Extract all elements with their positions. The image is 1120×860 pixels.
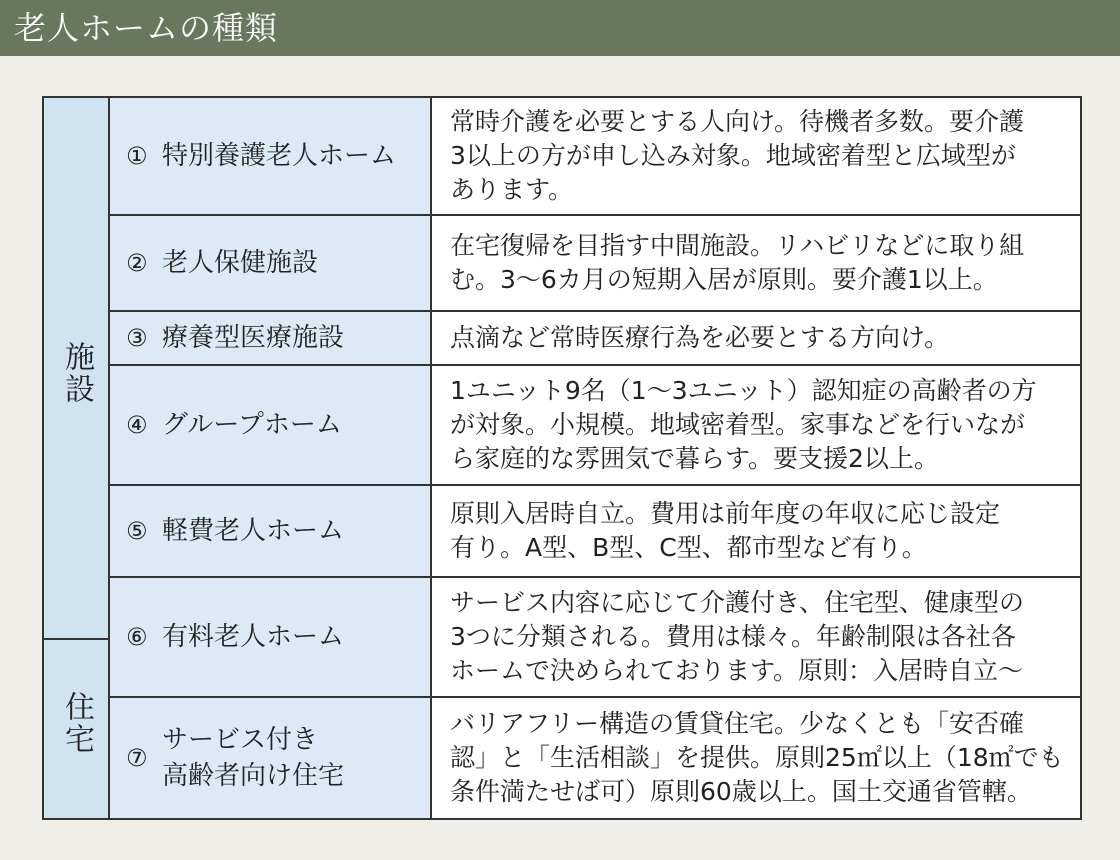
type-description: バリアフリー構造の賃貸住宅。少なくとも「安否確 認」と「生活相談」を提供。原則25㎡以上（18㎡でも 条件満たせば可）原則60歳以上。国土交通省管轄。 xyxy=(450,709,1064,806)
type-description: サービス内容に応じて介護付き、住宅型、健康型の 3つに分類される。費用は様々。年齢制限は各社各 ホームで決められております。原則：入居時自立〜 xyxy=(450,588,1025,685)
type-description: 在宅復帰を目指す中間施設。リハビリなどに取り組 む。3〜6カ月の短期入居が原則。要介護1以上。 xyxy=(450,231,1025,294)
row-number: ② xyxy=(126,249,148,277)
group-facility-label: 施設 xyxy=(59,341,94,405)
type-name: 軽費老人ホーム xyxy=(162,516,345,546)
type-name-cell xyxy=(110,98,432,214)
table-row xyxy=(110,216,1080,312)
type-name-cell xyxy=(110,578,432,696)
row-number: ③ xyxy=(126,324,148,352)
type-description-cell xyxy=(432,98,1080,214)
type-description-cell xyxy=(432,366,1080,484)
type-name: グループホーム xyxy=(162,410,342,440)
row-number: ① xyxy=(126,142,148,170)
type-description: 点滴など常時医療行為を必要とする方向け。 xyxy=(450,323,950,352)
type-description: 常時介護を必要とする人向け。待機者多数。要介護 3以上の方が申し込み対象。地域密着型と広域型が あります。 xyxy=(450,107,1025,204)
table-row xyxy=(110,486,1080,578)
table-row xyxy=(110,578,1080,698)
group-facility xyxy=(44,98,110,638)
type-description-cell xyxy=(432,698,1080,818)
type-description-cell xyxy=(432,486,1080,576)
nursing-home-types-table xyxy=(42,96,1082,820)
page-title: 老人ホームの種類 xyxy=(0,0,1120,56)
type-name-cell xyxy=(110,486,432,576)
group-residence-label: 住宅 xyxy=(59,691,94,755)
row-number: ⑥ xyxy=(126,623,148,651)
row-number: ⑦ xyxy=(126,744,148,772)
type-name: 特別養護老人ホーム xyxy=(162,141,397,171)
type-name: 老人保健施設 xyxy=(162,248,319,278)
type-name: サービス付き 高齢者向け住宅 xyxy=(162,725,345,791)
type-description: 1ユニット9名（1〜3ユニット）認知症の高齢者の方 が対象。小規模。地域密着型。家事などを行いなが ら家庭的な雰囲気で暮らす。要支援2以上。 xyxy=(450,376,1037,473)
table-row xyxy=(110,366,1080,486)
type-name: 有料老人ホーム xyxy=(162,622,345,652)
table-row xyxy=(110,98,1080,216)
table-row xyxy=(110,698,1080,818)
type-name-cell xyxy=(110,312,432,364)
type-name-cell xyxy=(110,698,432,818)
row-number: ⑤ xyxy=(126,517,148,545)
type-description: 原則入居時自立。費用は前年度の年収に応じ設定 有り。A型、B型、C型、都市型など有り。 xyxy=(450,499,1001,562)
type-name-cell xyxy=(110,366,432,484)
row-number: ④ xyxy=(126,411,148,439)
type-description-cell xyxy=(432,216,1080,310)
table-row xyxy=(110,312,1080,366)
group-residence xyxy=(44,638,110,818)
type-description-cell xyxy=(432,578,1080,696)
type-description-cell xyxy=(432,312,1080,364)
type-name-cell xyxy=(110,216,432,310)
type-name: 療養型医療施設 xyxy=(162,323,345,353)
